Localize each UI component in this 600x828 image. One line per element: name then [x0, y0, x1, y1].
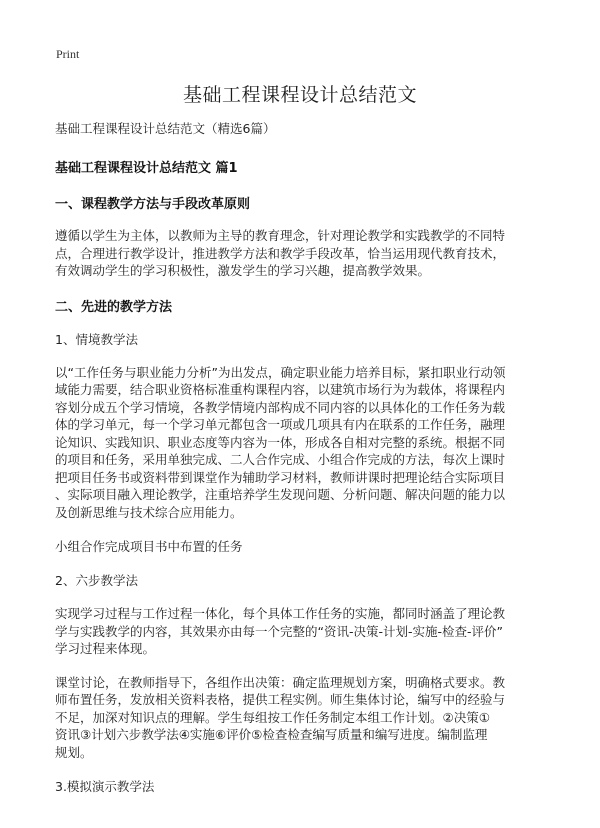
item-2-paragraph-2 — [55, 674, 555, 762]
paragraph-line: 及创新思维与技术综合应用能力。 — [55, 504, 243, 520]
paragraph-line: 体的学习单元，每一个学习单元都包含一项或几项具有内在联系的工作任务，融理 — [55, 417, 506, 432]
paragraph-line: 规划。 — [55, 744, 93, 760]
paragraph-line: 的项目和任务，采用单独完成、二人合作完成、小组合作完成的方法，每次上课时 — [55, 452, 506, 467]
item-1-note: 小组合作完成项目书中布置的任务 — [55, 539, 243, 554]
document-subtitle: 基础工程课程设计总结范文（精选6篇） — [55, 121, 276, 136]
document-title: 基础工程课程设计总结范文 — [182, 84, 417, 106]
document-body — [55, 119, 555, 811]
item-1-heading: 1、情境教学法 — [55, 331, 138, 347]
item-3-heading: 3.模拟演示教学法 — [55, 779, 155, 794]
section-1-heading: 一、课程教学方法与手段改革原则 — [55, 197, 251, 212]
print-label: Print — [56, 47, 80, 61]
paragraph-line: 实现学习过程与工作过程一体化，每个具体工作任务的实施，都同时涵盖了理论教 — [55, 606, 506, 621]
item-2-heading: 2、六步教学法 — [55, 573, 138, 588]
paragraph-line: 以“工作任务与职业能力分析”为出发点，确定职业能力培养目标，紧扣职业行动领 — [55, 364, 506, 380]
section-2-heading: 二、先进的教学方法 — [55, 299, 173, 315]
paragraph-line: 师布置任务，发放相关资料表格，提供工程实例。师生集体讨论，编写中的经验与 — [55, 692, 506, 707]
paragraph-line: 有效调动学生的学习积极性，激发学生的学习兴趣，提高教学效果。 — [55, 263, 431, 278]
paragraph-line: 不足，加深对知识点的理解。学生每组按工作任务制定本组工作计划。②决策① — [55, 709, 490, 725]
paragraph-line: 论知识、实践知识、职业态度等内容为一体，形成各自相对完整的系统。根据不同 — [55, 434, 506, 450]
article-heading: 基础工程课程设计总结范文 篇1 — [55, 161, 238, 176]
item-2-paragraph — [55, 605, 555, 658]
paragraph-line: 点，合理进行教学设计，推进教学方法和教学手段改革，恰当运用现代教育技术， — [55, 245, 506, 261]
paragraph-line: 课堂讨论，在教师指导下，各组作出决策：确定监理规划方案，明确格式要求。教 — [55, 674, 506, 690]
paragraph-line: 域能力需要，结合职业资格标准重构课程内容，以建筑市场行为为载体，将课程内 — [55, 382, 506, 397]
paragraph-line: 把项目任务书或资料带到课堂作为辅助学习材料，教师讲课时把理论结合实际项目 — [55, 469, 506, 485]
section-1-paragraph — [55, 227, 555, 280]
paragraph-line: 容划分成五个学习情境，各教学情境内部构成不同内容的以具体化的工作任务为载 — [55, 399, 506, 415]
paragraph-line: 学习过程来体现。 — [55, 641, 156, 656]
paragraph-line: 资讯③计划六步教学法④实施⑥评价⑤检查检查编写质量和编写进度。编制监理 — [55, 727, 488, 742]
paragraph-line: 学与实践教学的内容，其效果亦由每一个完整的“资讯-决策-计划-实施-检查-评价” — [55, 623, 504, 639]
paragraph-line: 遵循以学生为主体，以教师为主导的教育理念，针对理论教学和实践教学的不同特 — [55, 228, 506, 243]
item-1-paragraph — [55, 364, 555, 522]
paragraph-line: 、实际项目融入理论教学，注重培养学生发现问题、分析问题、解决问题的能力以 — [55, 487, 506, 502]
